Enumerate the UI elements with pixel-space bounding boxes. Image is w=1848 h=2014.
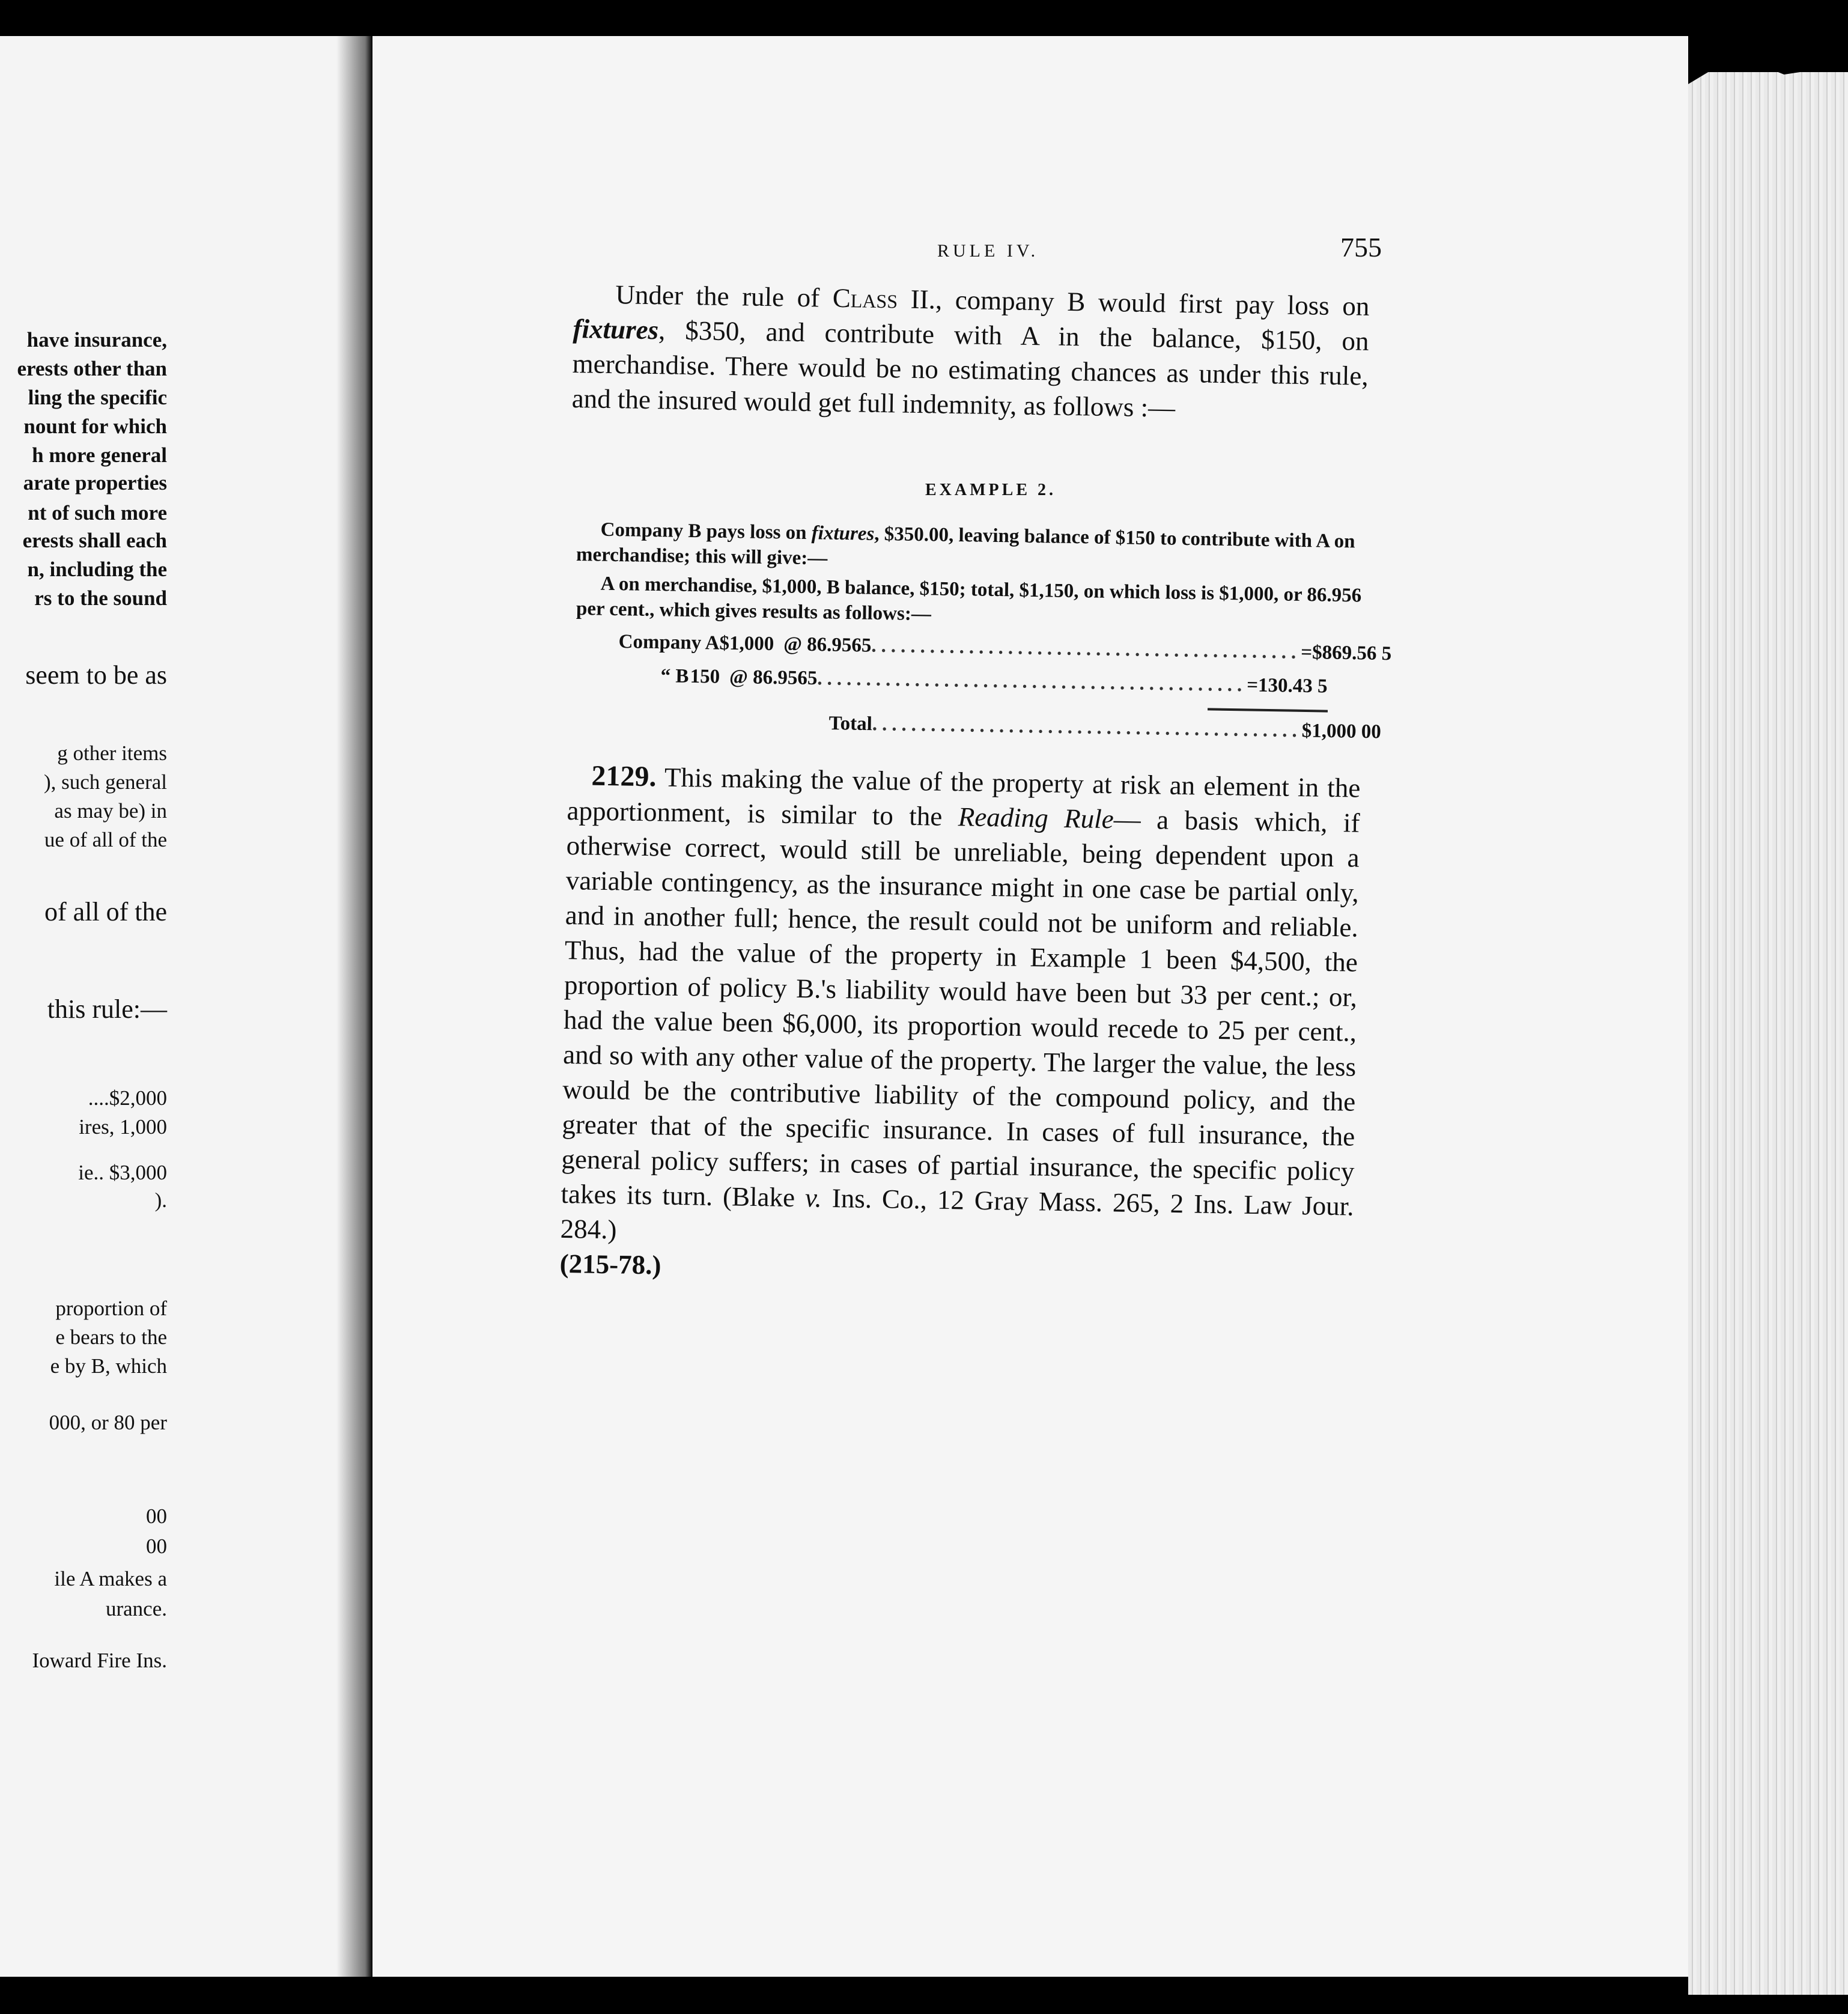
page-number: 755	[1340, 232, 1382, 263]
calc-row-company-b: “ B 150 @ 86.9565 ............................................ = 130.43 5	[660, 665, 1328, 698]
left-page-fragment: seem to be as	[25, 660, 167, 690]
left-page-fragment: Ioward Fire Ins.	[32, 1649, 167, 1672]
left-page-fragment: have insurance,	[26, 328, 167, 351]
left-page-fragment: h more general	[32, 443, 167, 467]
left-page-fragment: as may be) in	[54, 799, 167, 823]
book-gutter	[336, 36, 372, 1977]
running-head: RULE IV.	[937, 241, 1039, 261]
left-page-fragment: of all of the	[44, 897, 167, 926]
left-page-fragment: rs to the sound	[34, 586, 167, 610]
left-page-fragment: urance.	[105, 1597, 167, 1620]
left-page-fragment: ).	[154, 1188, 167, 1212]
left-page-fragment: ling the specific	[28, 386, 167, 409]
left-page-fragment: e bears to the	[55, 1325, 167, 1349]
left-page-fragment: n, including the	[27, 558, 167, 581]
left-page-fragment: g other items	[57, 741, 167, 765]
left-page-fragment: nount for which	[23, 415, 167, 438]
left-page-fragment: proportion of	[55, 1297, 167, 1320]
left-page-fragment: ue of all of the	[44, 828, 167, 851]
dot-leader: ............................................	[871, 634, 1301, 663]
left-page-fragment: ile A makes a	[54, 1567, 167, 1590]
left-page-fragment: 000, or 80 per	[49, 1411, 167, 1434]
section-2129: 2129. This making the value of the property at risk an element in the apportionment, is similar to the Reading Rule— a basis which, if otherwise correct, would still be unreliable, being dependent upon a variable contingency, as the insurance might in one case be partial only, and in another full; hence, the result could not be uniform and reliable. Thus, had the value of the property in Example 1 been $4,500, the proportion of policy B.'s liability would have been but 33 per cent.; or, had the value been $6,000, its proportion would recede to 25 per cent., and so with any other value of the property. The larger the value, the less would be the contributive liability of the compound policy, and the greater that of the specific insurance. In cases of full insurance, the general policy suffers; in cases of partial insurance, the specific policy takes its turn. (Blake v. Ins. Co., 12 Gray Mass. 265, 2 Ins. Law Jour. 284.) (215-78.)	[559, 759, 1361, 1280]
dot-leader: ............................................	[872, 713, 1302, 742]
calc-row-total: Total ............................................ $1,000 00	[828, 713, 1382, 743]
left-page-fragment: ), such general	[43, 770, 167, 794]
page-edges	[1688, 72, 1848, 1995]
left-page-fragment: ....$2,000	[88, 1086, 167, 1110]
example-line-1: Company B pays loss on fixtures, $350.00, leaving balance of $150 to contribute with A on merchandise; this will give:—	[576, 519, 1355, 570]
example-heading: EXAMPLE 2.	[925, 481, 1056, 499]
left-page-fragment: ie.. $3,000	[78, 1161, 167, 1184]
calc-row-company-a: Company A $1,000 @ 86.9565 ............................................ = $869.56 5	[618, 631, 1392, 665]
left-page-fragment: e by B, which	[50, 1354, 167, 1378]
intro-paragraph: Under the rule of Class II., company B would first pay loss on fixtures, $350, and contribute with A in the balance, $150, on merchandise. There would be no estimating chances as under this rule, and the insured would get full indemnity, as follows :—	[571, 279, 1370, 423]
left-page-fragment: 00	[146, 1504, 167, 1528]
left-page-fragment: nt of such more	[28, 501, 167, 525]
dot-leader: ............................................	[817, 668, 1247, 696]
page-header	[937, 231, 1382, 263]
example-line-2: A on merchandise, $1,000, B balance, $150; total, $1,150, on which loss is $1,000, or 86.956 per cent., which gives results as follows:—	[576, 573, 1362, 625]
cross-reference: (215-78.)	[559, 1248, 661, 1280]
left-page-fragment: this rule:—	[47, 994, 167, 1024]
left-page-fragment: arate properties	[23, 471, 167, 494]
section-number: 2129.	[591, 759, 657, 793]
left-page-fragment: ires, 1,000	[79, 1115, 167, 1139]
left-page-fragment: erests shall each	[22, 529, 167, 552]
left-page-fragment: erests other than	[17, 357, 167, 380]
left-page-fragment: 00	[146, 1535, 167, 1558]
